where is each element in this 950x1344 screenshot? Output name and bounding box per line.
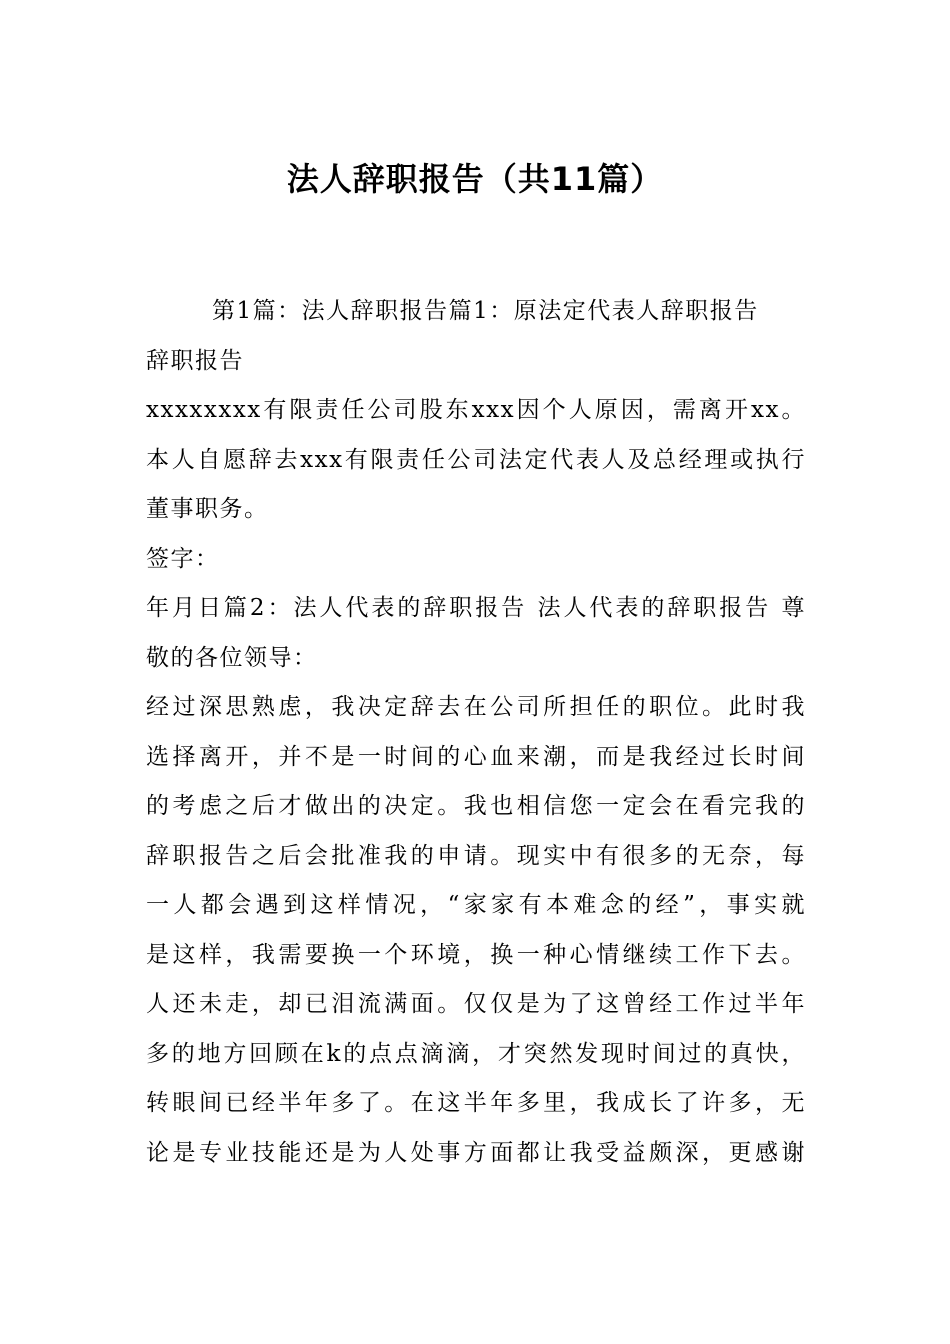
- document-body: [146, 287, 806, 1178]
- text-line: 是这样，我需要换一个环境，换一种心情继续工作下去。: [146, 941, 806, 968]
- text-line: 论是专业技能还是为人处事方面都让我受益颇深，更感谢: [146, 1139, 806, 1166]
- document-title: 法人辞职报告（共11篇）: [286, 160, 664, 198]
- text-line: 签字：: [146, 545, 220, 572]
- text-line: 的考虑之后才做出的决定。我也相信您一定会在看完我的: [146, 793, 806, 819]
- text-line: 辞职报告: [146, 347, 244, 374]
- text-line: 多的地方回顾在k的点点滴滴，才突然发现时间过的真快，: [146, 1040, 806, 1067]
- text-line: 人还未走，却已泪流满面。仅仅是为了这曾经工作过半年: [146, 991, 806, 1017]
- text-line: 转眼间已经半年多了。在这半年多里，我成长了许多，无: [146, 1090, 806, 1116]
- text-line: 年月日篇2：法人代表的辞职报告 法人代表的辞职报告 尊: [146, 595, 806, 621]
- text-line: 敬的各位领导：: [146, 644, 318, 671]
- text-line: 本人自愿辞去xxx有限责任公司法定代表人及总经理或执行: [146, 446, 806, 473]
- text-line: 选择离开，并不是一时间的心血来潮，而是我经过长时间: [146, 743, 806, 770]
- text-line: 一人都会遇到这样情况，“家家有本难念的经”，事实就: [146, 892, 806, 918]
- text-line: 经过深思熟虑，我决定辞去在公司所担任的职位。此时我: [146, 694, 806, 720]
- text-line: 董事职务。: [146, 496, 269, 522]
- text-line: 辞职报告之后会批准我的申请。现实中有很多的无奈，每: [146, 842, 806, 869]
- text-line: xxxxxxxx有限责任公司股东xxx因个人原因，需离开xx。: [146, 397, 806, 423]
- text-line: 第1篇：法人辞职报告篇1：原法定代表人辞职报告: [212, 298, 759, 324]
